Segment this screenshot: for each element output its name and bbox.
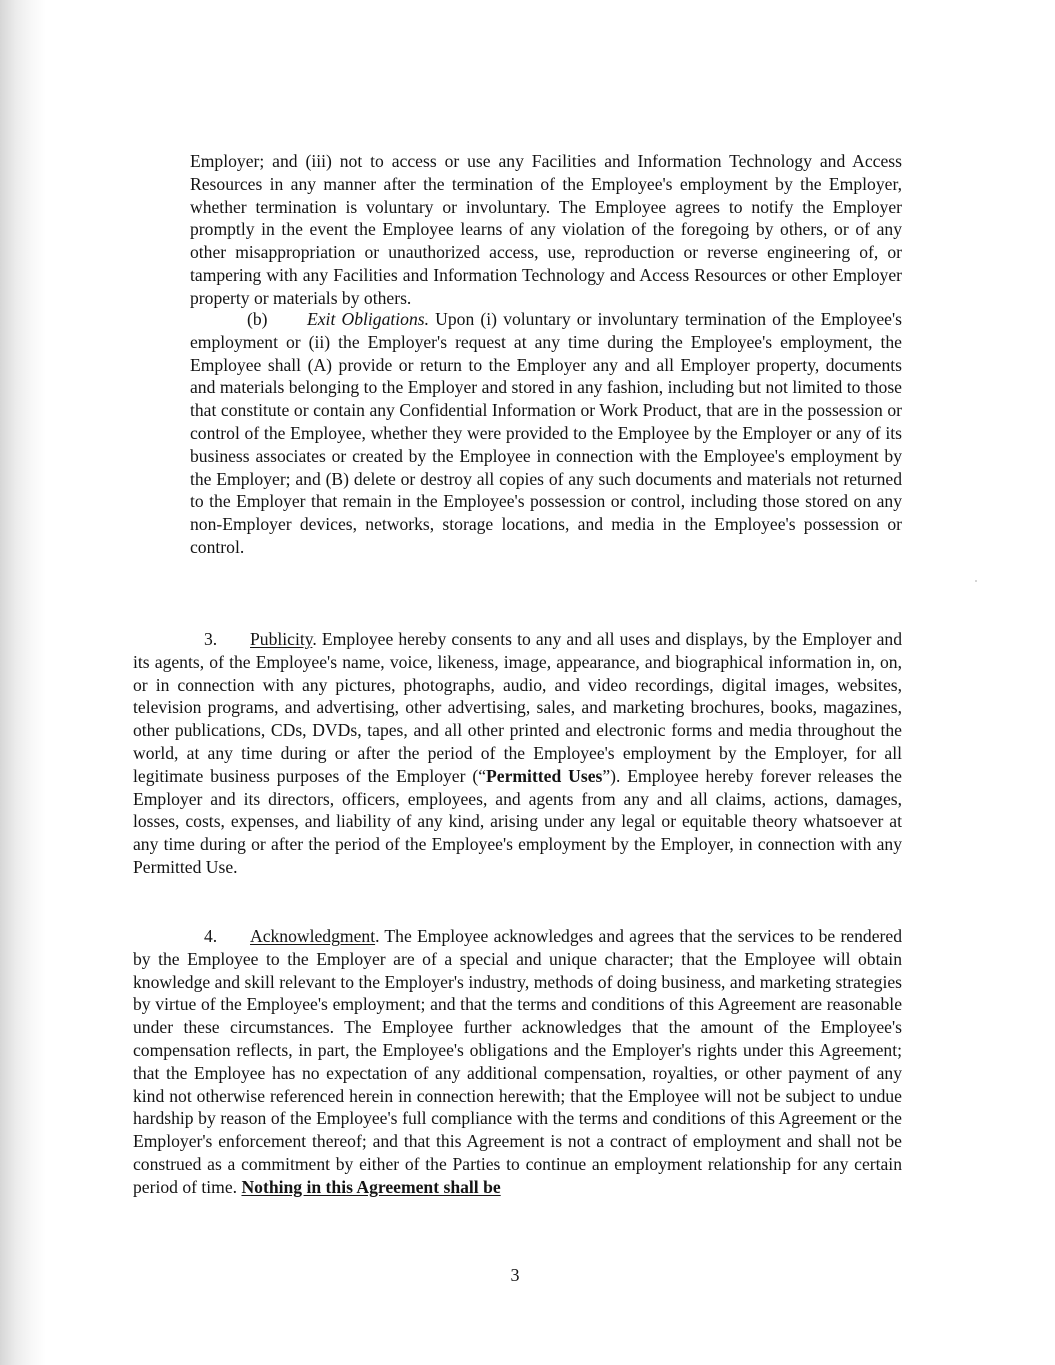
section-3-number: 3. xyxy=(204,629,218,649)
section-b-label: (b) xyxy=(247,309,268,329)
section-3-defined-term: Permitted Uses xyxy=(486,765,603,786)
section-3-body-after: ”). Employee hereby forever releases the Employer and its directors, officers, employees, and agents from any and all claims, actions, damages, losses, costs, expenses, and liability of any kind, arising under any legal or equitable theory whatsoever at any time during or after the period of the Employee's employment by the Employer, in connection with any Permitted Use. xyxy=(133,765,902,877)
section-4-body: . The Employee acknowledges and agrees that the services to be rendered by the Employee to the Employer are of a special and unique character; that the Employee will obtain knowledge and skill relevant to the Employer's industry, methods of doing business, and marketing strategies by virtue of the Employee's employment; and that the terms and conditions of this Agreement are reasonable under these circumstances. The Employee further acknowledges that the amount of the Employee's compensation reflects, in part, the Employee's obligations and the Employer's rights under this Agreement; that the Employee has no expectation of any additional compensation, royalties, or other payment of any kind not otherwise referenced herein in connection herewith; that the Employee will not be subject to undue hardship by reason of the Employee's full compliance with the terms and conditions of this Agreement or the Employer's enforcement thereof; and that this Agreement is not a contract of employment and shall not be construed as a commitment by either of the Parties to continue an employment relationship for any certain period of time. xyxy=(133,926,902,1197)
page-number: 3 xyxy=(510,1265,520,1285)
paragraph-2b-exit-obligations xyxy=(190,308,902,559)
section-4-emphasis: Nothing in this Agreement shall be xyxy=(241,1176,501,1197)
section-b-heading: Exit Obligations. xyxy=(307,309,429,329)
paragraph-2a-continuation xyxy=(190,150,902,310)
section-3-body-before: . Employee hereby consents to any and all uses and displays, by the Employer and its agents, of the Employee's name, voice, likeness, image, appearance, and biographical information in, on, or in connection with any pictures, photographs, audio, and video recordings, digital images, websites, television programs, and advertising, other advertising, sales, and marketing brochures, books, magazines, other publications, CDs, DVDs, tapes, and all other printed and electronic forms and media throughout the world, at any time during or after the period of the Employee's employment by the Employer, for all legitimate business purposes of the Employer (“ xyxy=(133,629,902,786)
section-4-heading: Acknowledgment xyxy=(250,926,376,946)
paragraph-3-publicity xyxy=(133,628,902,879)
paragraph-4-acknowledgment xyxy=(133,925,902,1199)
section-4-number: 4. xyxy=(204,926,218,946)
section-b-body: Upon (i) voluntary or involuntary termination of the Employee's employment or (ii) the Employer's request at any time during the Employee's employment, the Employee shall (A) provide or return to the Employer any and all Employer property, documents and materials belonging to the Employer and stored in any fashion, including but not limited to those that constitute or contain any Confidential Information or Work Product, that are in the possession or control of the Employee, whether they were provided to the Employee by the Employer or any of its business associates or created by the Employee in connection with the Employee's employment by the Employer; and (B) delete or destroy all copies of any such documents and materials not returned to the Employer that remain in the Employee's possession or control, including those stored on any non-Employer devices, networks, storage locations, and media in the Employee's possession or control. xyxy=(190,309,903,557)
section-3-heading: Publicity xyxy=(250,629,313,649)
paragraph-2a-text: Employer; and (iii) not to access or use any Facilities and Information Technology and Access Resources in any manner after the termination of the Employee's employment by the Employer, whether termination is voluntary or involuntary. The Employee agrees to notify the Employer promptly in the event the Employee learns of any violation of the foregoing by others, or of any other misappropriation or unauthorized access, use, reproduction or reverse engineering of, or tampering with any Facilities and Information Technology and Access Resources or other Employer property or materials by others. xyxy=(190,151,902,308)
scan-speck xyxy=(975,580,977,582)
